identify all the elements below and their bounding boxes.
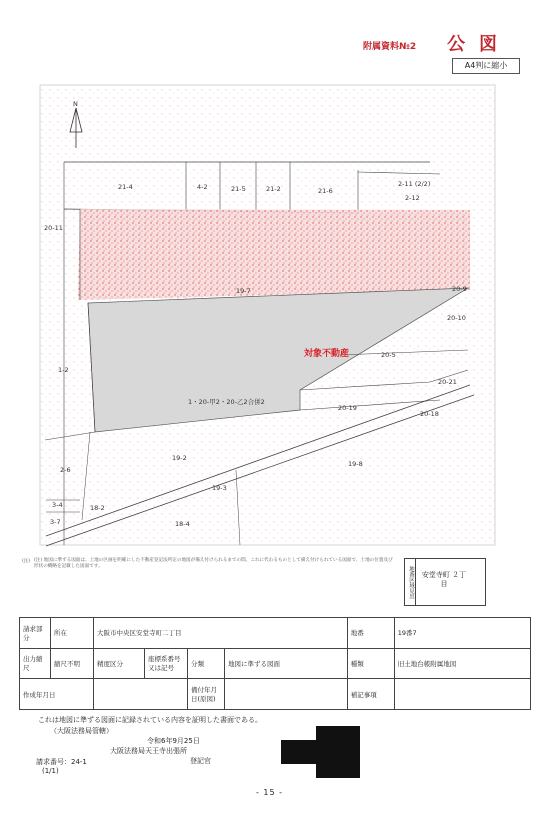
- lot-value: 19番7: [394, 618, 530, 649]
- north-label: N: [73, 100, 78, 108]
- page-number: - 15 -: [256, 788, 284, 797]
- svg-text:19-7: 19-7: [236, 287, 251, 295]
- issuing-office: 大阪法務局天王寺出張所: [110, 747, 187, 755]
- location-label: 所在: [51, 618, 94, 649]
- svg-text:20-19: 20-19: [338, 404, 357, 412]
- svg-text:19-3: 19-3: [212, 484, 227, 492]
- svg-text:21-5: 21-5: [231, 185, 246, 193]
- svg-text:3-7: 3-7: [50, 518, 61, 526]
- issue-date: 令和6年9月25日: [147, 737, 200, 745]
- svg-text:2-6: 2-6: [60, 466, 71, 474]
- district-index-box: [404, 558, 486, 606]
- svg-text:20-10: 20-10: [447, 314, 466, 322]
- map-info-table: [19, 617, 531, 710]
- svg-text:19-8: 19-8: [348, 460, 363, 468]
- type-label: 種類: [347, 648, 394, 679]
- request-page: (1/1): [42, 767, 59, 775]
- svg-text:20-18: 20-18: [420, 410, 439, 418]
- source-label: 出力縮尺: [20, 648, 51, 679]
- svg-text:20-9: 20-9: [452, 285, 467, 293]
- svg-text:21-2: 21-2: [266, 185, 281, 193]
- accuracy-label: 精度区分: [94, 648, 145, 679]
- svg-text:4-2: 4-2: [197, 183, 208, 191]
- request-number: 請求番号：24-1: [36, 758, 87, 766]
- subject-property-label: 対象不動産: [304, 349, 350, 359]
- document-title: 公図: [447, 34, 511, 55]
- scale-note: A4判に縮小: [452, 58, 520, 74]
- class-value: 地図に準ずる図面: [225, 648, 348, 679]
- svg-text:1・20-甲2・20-乙2合併2: 1・20-甲2・20-乙2合併2: [188, 398, 265, 406]
- note-mark: (注): [22, 559, 31, 564]
- claim-label: 請求部分: [20, 618, 51, 649]
- legend-note: (注) 地図に準ずる図面は、土地の区画を明確にした不動産登記法所定の地図が備え付けられるまでの間、これに代わるものとして備え付けられている図面で、土地の位置及び形状の概略を記載した図面です。: [34, 558, 393, 569]
- annex-number: 附属資料№2: [363, 42, 417, 52]
- filed-label: 備付年月日(原図): [188, 679, 225, 710]
- coord-label: 座標系番号又は記号: [145, 648, 188, 679]
- svg-text:20-5: 20-5: [381, 351, 396, 359]
- made-label: 作成年月日: [20, 679, 94, 710]
- index-side-label: 地番区域見出: [405, 559, 416, 605]
- svg-text:20-11: 20-11: [44, 224, 63, 232]
- svg-text:20-21: 20-21: [438, 378, 457, 386]
- officer-title: 登記官: [190, 757, 211, 765]
- svg-text:21-4: 21-4: [118, 183, 133, 191]
- svg-text:2-11 (2/2): 2-11 (2/2): [398, 180, 431, 188]
- class-label: 分類: [188, 648, 225, 679]
- svg-text:21-6: 21-6: [318, 187, 333, 195]
- parcel-19-7-highlight: [78, 209, 470, 300]
- type-value: 旧土地台帳附属地図: [394, 648, 530, 679]
- svg-text:2-12: 2-12: [405, 194, 420, 202]
- certification-text: これは地図に準ずる図面に記録されている内容を証明した書面である。: [38, 716, 262, 724]
- svg-text:1-2: 1-2: [58, 366, 69, 374]
- index-district: 安堂寺町 ２丁目: [421, 571, 467, 588]
- lot-label: 地番: [347, 618, 394, 649]
- svg-text:19-2: 19-2: [172, 454, 187, 462]
- source-value: 縮尺不明: [51, 648, 94, 679]
- remark-label: 補記事項: [347, 679, 394, 710]
- svg-text:18-2: 18-2: [90, 504, 105, 512]
- svg-text:3-4: 3-4: [52, 501, 63, 509]
- location-value: 大阪市中央区安堂寺町二丁目: [94, 618, 348, 649]
- redaction-bar: [281, 740, 317, 764]
- jurisdiction: （大阪法務局管轄）: [50, 727, 113, 735]
- svg-text:18-4: 18-4: [175, 520, 190, 528]
- redaction-block: [316, 726, 360, 778]
